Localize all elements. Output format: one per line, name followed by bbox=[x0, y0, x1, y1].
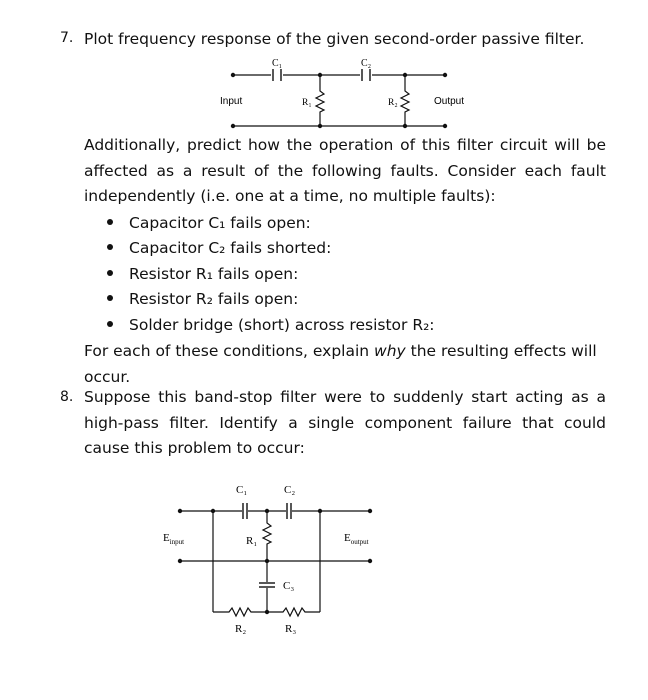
bullet-icon bbox=[107, 321, 113, 327]
q7-fault-item bbox=[107, 236, 331, 262]
q8-text: Suppose this band-stop filter were to suddenly start acting as a high-pass filter. Identify a single component failure that could cause this problem to occur: bbox=[84, 388, 606, 457]
q7-fault-item bbox=[107, 313, 435, 339]
q8-resistor-r2 bbox=[213, 608, 267, 616]
q7-closing-em: why bbox=[374, 342, 406, 360]
q8-circuit bbox=[0, 470, 648, 650]
q8-label-e-output: $E_{output}$ bbox=[344, 532, 369, 546]
q7-label-c1: C₁ bbox=[272, 58, 283, 69]
q7-fault-text: Capacitor C₂ fails shorted: bbox=[129, 239, 332, 257]
q8-capacitor-c2 bbox=[287, 503, 291, 519]
bullet-icon bbox=[107, 219, 113, 225]
q7-circuit bbox=[0, 0, 648, 140]
q7-fault-item bbox=[107, 211, 311, 237]
q7-label-output: Output bbox=[434, 96, 465, 107]
q7-fault-item bbox=[107, 262, 298, 288]
q7-label-r2: R₂ bbox=[388, 98, 398, 108]
q7-intro: Additionally, predict how the operation of this filter circuit will be affected as a result of the following faults. Consider each fault independently (i.e. one at a time, no multiple faults): bbox=[84, 136, 606, 205]
q7-capacitor-c2 bbox=[362, 69, 370, 81]
q8-label-e-input: $E_{input}$ bbox=[163, 532, 185, 546]
q8-label-r3: R₃ bbox=[285, 623, 297, 635]
q7-capacitor-c1 bbox=[273, 69, 281, 81]
q7-fault-text: Resistor R₁ fails open: bbox=[129, 265, 299, 283]
q8-label-r1: R₁ bbox=[246, 535, 258, 547]
q8-label-r2: R₂ bbox=[235, 623, 247, 635]
q7-label-input: Input bbox=[220, 96, 243, 107]
bullet-icon bbox=[107, 270, 113, 276]
q7-label-c2: C₂ bbox=[361, 58, 372, 69]
q7-closing-post: the resulting effects will occur. bbox=[84, 342, 597, 386]
q7-fault-text: Resistor R₂ fails open: bbox=[129, 290, 299, 308]
bullet-icon bbox=[107, 244, 113, 250]
q8-capacitor-c3 bbox=[259, 561, 275, 612]
q7-fault-text: Solder bridge (short) across resistor R₂: bbox=[129, 316, 435, 334]
q8-capacitor-c1 bbox=[243, 503, 247, 519]
q8-label-c2: C₂ bbox=[284, 484, 296, 496]
q7-resistor-r1 bbox=[316, 75, 324, 126]
bullet-icon bbox=[107, 295, 113, 301]
q8-label-c1: C₁ bbox=[236, 484, 248, 496]
q7-closing-pre: For each of these conditions, explain bbox=[84, 342, 375, 360]
q7-label-r1: R₁ bbox=[302, 98, 312, 108]
q7-title: Plot frequency response of the given second-order passive filter. bbox=[84, 30, 585, 48]
q7-number: 7. bbox=[60, 30, 74, 46]
q7-fault-item bbox=[107, 287, 298, 313]
q8-number: 8. bbox=[60, 389, 74, 405]
q7-closing bbox=[84, 339, 624, 390]
q8-resistor-r3 bbox=[267, 608, 320, 616]
q7-resistor-r2 bbox=[401, 75, 409, 126]
q7-fault-text: Capacitor C₁ fails open: bbox=[129, 214, 311, 232]
q8-label-c3: C₃ bbox=[283, 580, 295, 592]
q8-resistor-r1 bbox=[263, 511, 271, 561]
